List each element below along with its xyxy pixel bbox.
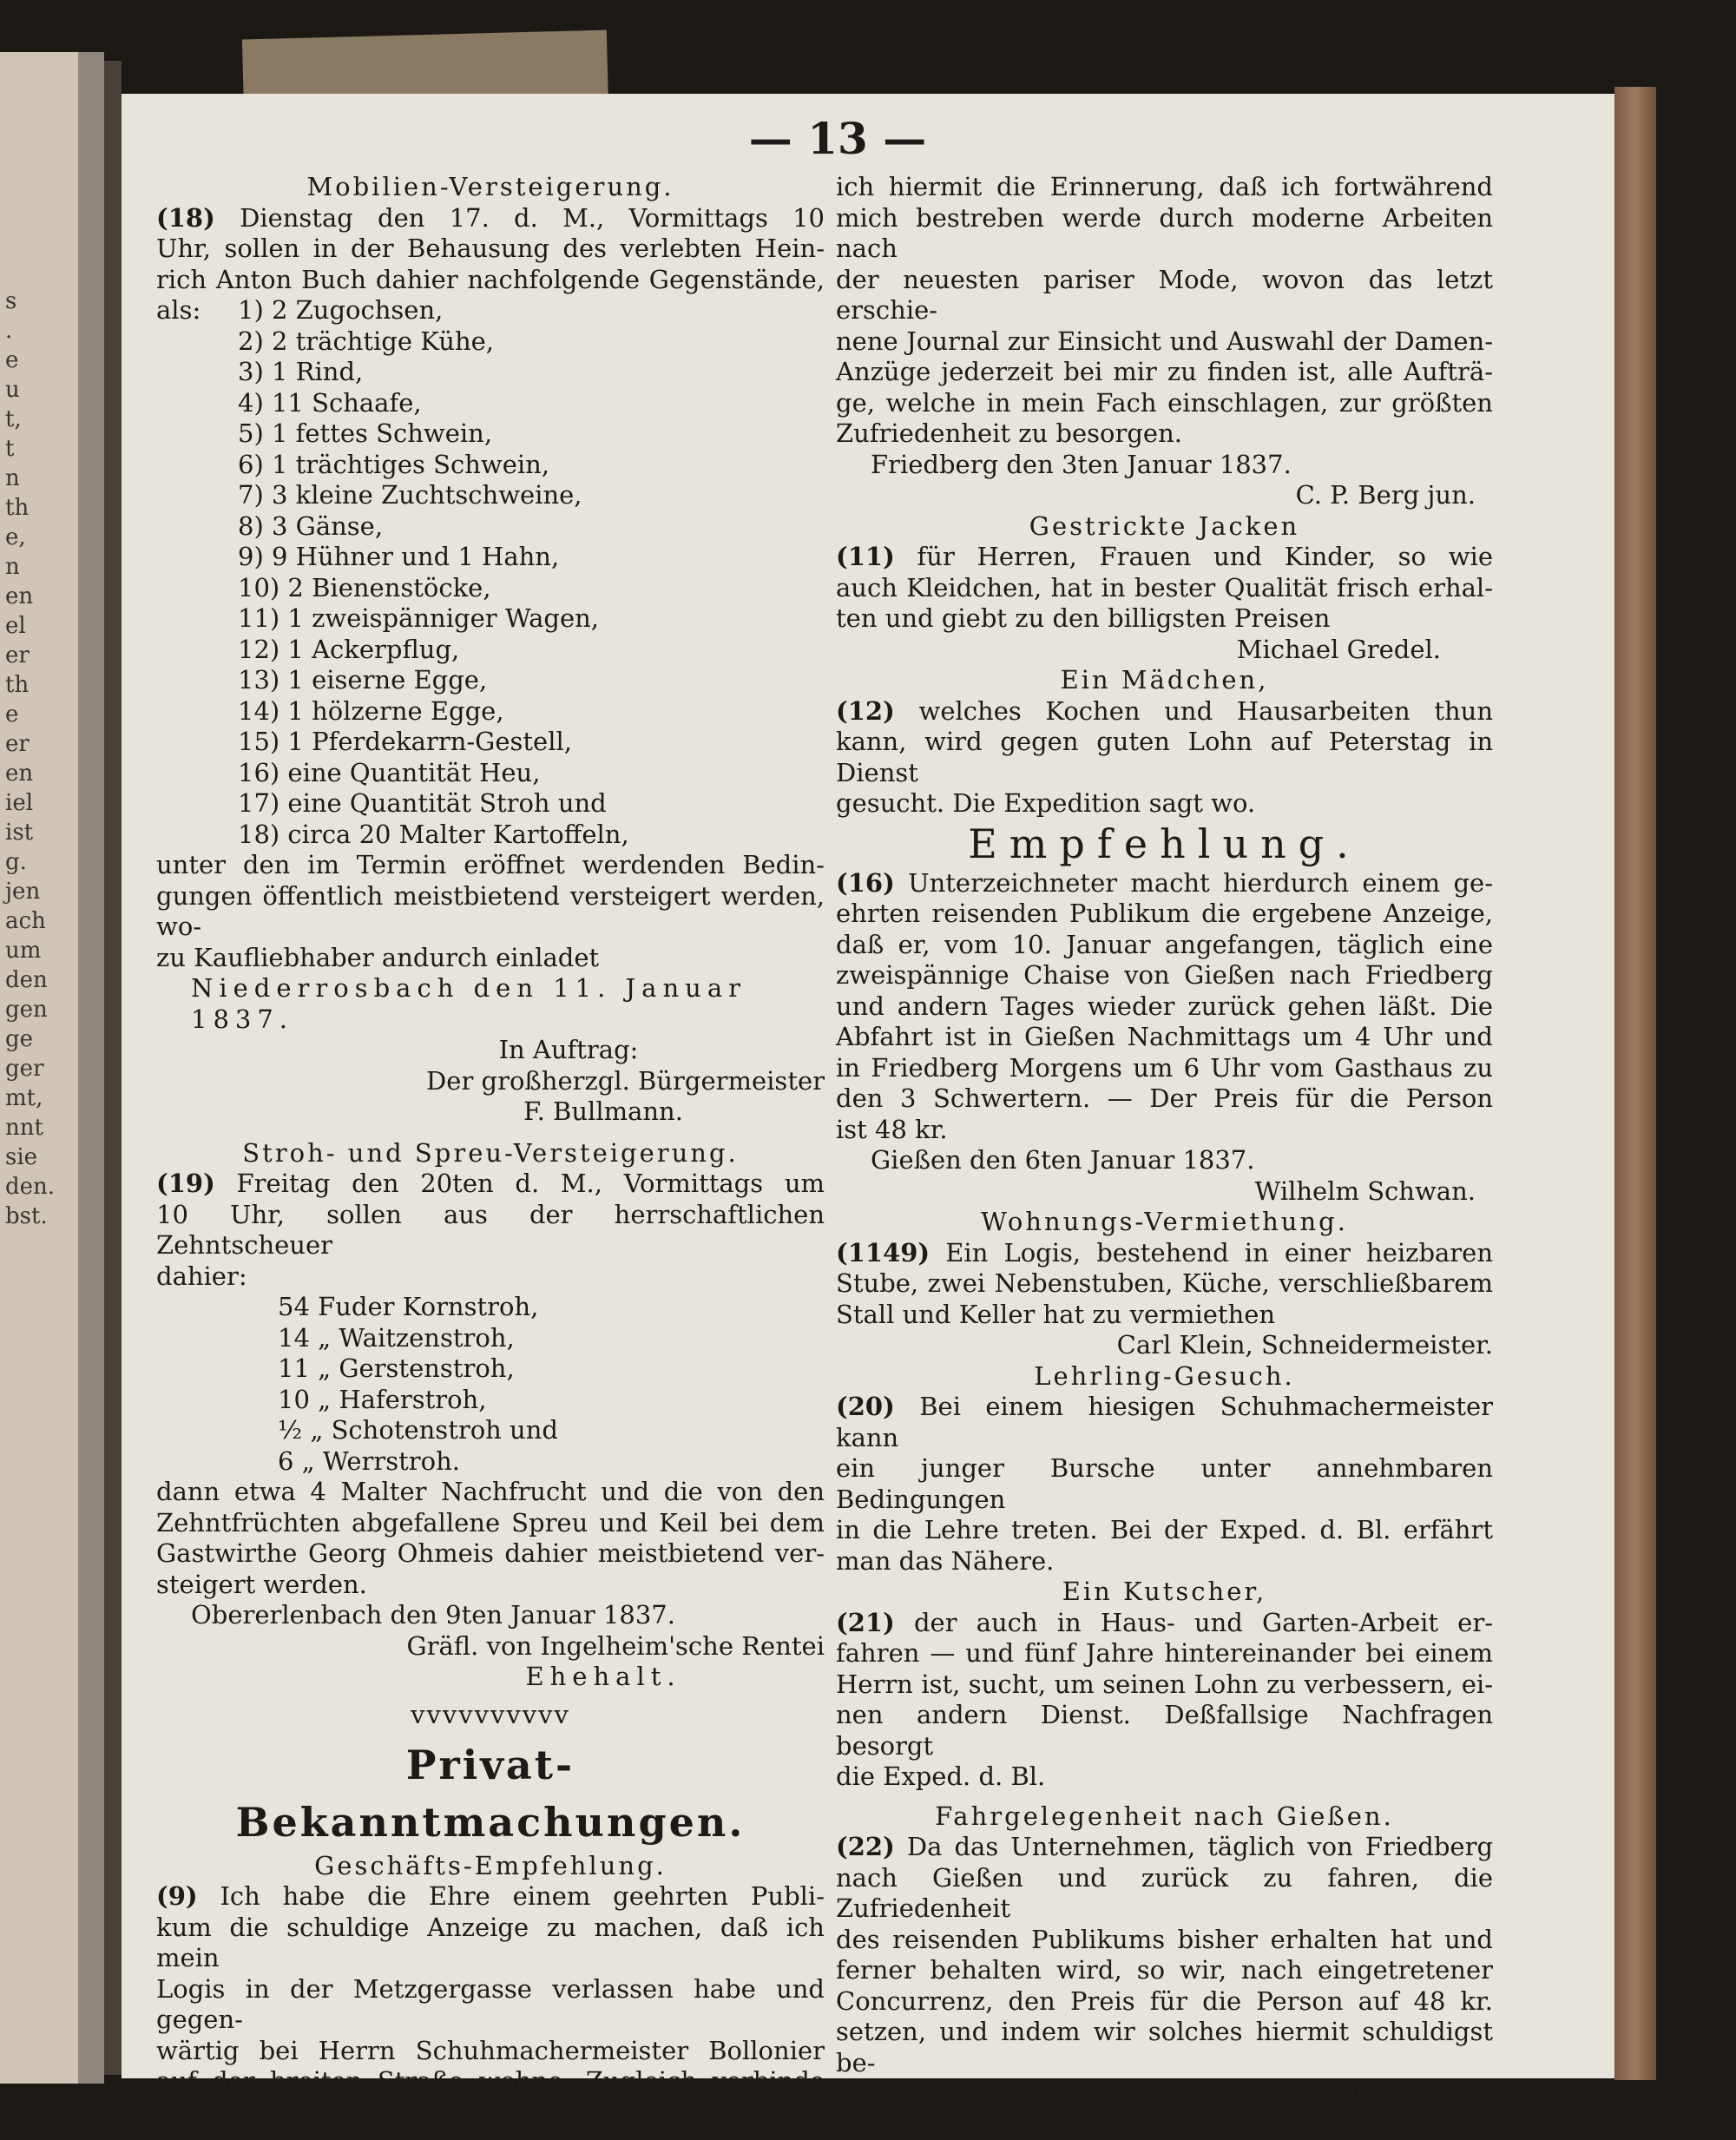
notice-line bbox=[836, 542, 1493, 573]
notice-line: rich Anton Buch dahier nachfolgende Gegenstände, bbox=[156, 265, 825, 296]
notice-line: steigert werden. bbox=[156, 1570, 825, 1601]
signature: Wilhelm Schwan. bbox=[836, 1176, 1493, 1208]
notice-line: fahren — und fünf Jahre hintereinander bei einem bbox=[836, 1638, 1493, 1669]
notice-line bbox=[836, 1238, 1493, 1269]
notice-line: die Exped. d. Bl. bbox=[836, 1761, 1493, 1793]
notice-line: der neuesten pariser Mode, wovon das letzt erschie- bbox=[836, 265, 1493, 326]
notice-heading: Empfehlung. bbox=[836, 820, 1493, 868]
list-item: 3) 1 Rind, bbox=[238, 357, 629, 388]
notice-line bbox=[836, 1392, 1493, 1453]
edge-fragment: jen bbox=[5, 877, 57, 906]
notice-lehrling-gesuch bbox=[836, 1361, 1493, 1577]
notice-line bbox=[836, 868, 1493, 899]
notice-line: daß er, vom 10. Januar angefangen, täglich eine bbox=[836, 930, 1493, 961]
edge-fragment: e bbox=[5, 346, 57, 375]
edge-fragment: en bbox=[5, 759, 57, 788]
notice-line: Zehntfrüchten abgefallene Spreu und Keil bei dem bbox=[156, 1508, 825, 1539]
edge-fragment: u bbox=[5, 375, 57, 405]
list-item: 14 „ Waitzenstroh, bbox=[278, 1323, 825, 1354]
notice-number: (20) bbox=[836, 1392, 895, 1421]
edge-fragment: e, bbox=[5, 523, 57, 552]
notice-text: Bei einem hiesigen Schuhmachermeister kann bbox=[836, 1392, 1493, 1452]
list-item: 18) circa 20 Malter Kartoffeln, bbox=[238, 820, 629, 851]
edge-fragment: n bbox=[5, 464, 57, 493]
dahier-label: dahier: bbox=[156, 1261, 825, 1293]
edge-fragment: . bbox=[5, 316, 57, 346]
notice-line: nene Journal zur Einsicht und Auswahl der Damen- bbox=[836, 326, 1493, 358]
notice-line: ten und giebt zu den billigsten Preisen bbox=[836, 603, 1493, 635]
edge-fragment: ger bbox=[5, 1054, 57, 1083]
list-item: 2) 2 trächtige Kühe, bbox=[238, 326, 629, 358]
notice-text: Dienstag den 17. d. M., Vormittags 10 bbox=[240, 203, 825, 233]
list-item: 15) 1 Pferdekarrn-Gestell, bbox=[238, 727, 629, 758]
list-item: 10 „ Haferstroh, bbox=[278, 1385, 825, 1416]
notice-number: (21) bbox=[836, 1608, 895, 1637]
notice-number: (1149) bbox=[836, 1238, 930, 1268]
notice-ein-maedchen bbox=[836, 665, 1493, 820]
notice-number: (16) bbox=[836, 868, 895, 898]
notice-line: Concurrenz, den Preis für die Person auf 48 kr. bbox=[836, 1986, 1493, 2018]
notice-line: des reisenden Publikums bisher erhalten hat und bbox=[836, 1925, 1493, 1956]
notice-heading: Mobilien-Versteigerung. bbox=[156, 172, 825, 203]
notice-number: (11) bbox=[836, 542, 895, 571]
notice-heading: Fahrgelegenheit nach Gießen. bbox=[836, 1801, 1493, 1833]
section-heading-privat: Privat-Bekanntmachungen. bbox=[156, 1736, 825, 1851]
notice-fahrgelegenheit bbox=[836, 1801, 1493, 2140]
list-item: 10) 2 Bienenstöcke, bbox=[238, 573, 629, 604]
notice-heading: Geschäfts-Empfehlung. bbox=[156, 1851, 825, 1882]
notice-line bbox=[836, 1608, 1493, 1639]
notice-line: auf der breiten Straße wohne. Zugleich verbinde bbox=[156, 2066, 825, 2097]
list-item: 6 „ Werrstroh. bbox=[278, 1446, 825, 1478]
list-item: 8) 3 Gänse, bbox=[238, 511, 629, 543]
notice-line: kann, wird gegen guten Lohn auf Peterstag in Dienst bbox=[836, 727, 1493, 788]
notice-line: Herrn ist, sucht, um seinen Lohn zu verbessern, ei- bbox=[836, 1669, 1493, 1701]
list-item: 6) 1 trächtiges Schwein, bbox=[238, 450, 629, 481]
notice-line: Gastwirthe Georg Ohmeis dahier meistbietend ver- bbox=[156, 1538, 825, 1570]
signature: F. Bullmann. bbox=[156, 1096, 825, 1128]
notice-number: (12) bbox=[836, 696, 895, 726]
notice-ein-kutscher bbox=[836, 1577, 1493, 1793]
left-page-fold bbox=[78, 52, 104, 2084]
list-item: 11 „ Gerstenstroh, bbox=[278, 1353, 825, 1385]
notice-line: gesucht. Die Expedition sagt wo. bbox=[836, 788, 1493, 820]
left-column bbox=[156, 172, 825, 2097]
notice-heading: Stroh- und Spreu-Versteigerung. bbox=[156, 1138, 825, 1169]
office-title: Gräfl. von Ingelheim'sche Rentei bbox=[156, 1631, 825, 1663]
right-column bbox=[836, 172, 1493, 2140]
edge-fragment: el bbox=[5, 611, 57, 641]
als-label: als: bbox=[156, 295, 238, 850]
auftrag-label: In Auftrag: bbox=[156, 1035, 825, 1066]
list-item: ½ „ Schotenstroh und bbox=[278, 1415, 825, 1446]
notice-line: mich bestreben werde durch moderne Arbeiten nach bbox=[836, 203, 1493, 265]
notice-line: ist 48 kr. bbox=[836, 1115, 1493, 1146]
notice-text: der auch in Haus- und Garten-Arbeit er- bbox=[914, 1608, 1493, 1637]
notice-number: (9) bbox=[156, 1881, 198, 1911]
notice-mobilien-versteigerung bbox=[156, 172, 825, 1128]
notice-number: (18) bbox=[156, 203, 215, 233]
edge-fragment: s bbox=[5, 286, 57, 316]
list-item: 54 Fuder Kornstroh, bbox=[278, 1292, 825, 1323]
notice-line: setzen, und indem wir solches hiermit schuldigst be- bbox=[836, 2017, 1493, 2078]
notice-text: Da das Unternehmen, täglich von Friedberg bbox=[907, 1832, 1493, 1861]
notice-line bbox=[836, 1832, 1493, 1863]
list-item: 13) 1 eiserne Egge, bbox=[238, 665, 629, 696]
notice-line: kannt machen, unsere geehrten Freunde hier und in bbox=[836, 2078, 1493, 2140]
list-item: 1) 2 Zugochsen, bbox=[238, 295, 629, 326]
office-title: Der großherzgl. Bürgermeister bbox=[156, 1066, 825, 1097]
notice-line: zu Kaufliebhaber andurch einladet bbox=[156, 943, 825, 974]
item-list-block bbox=[156, 295, 825, 850]
signature: Carl Klein, Schneidermeister. bbox=[836, 1330, 1493, 1361]
notice-heading: Lehrling-Gesuch. bbox=[836, 1361, 1493, 1393]
list-item: 17) eine Quantität Stroh und bbox=[238, 788, 629, 820]
notice-line: man das Nähere. bbox=[836, 1546, 1493, 1577]
notice-heading: Ein Kutscher, bbox=[836, 1577, 1493, 1608]
notice-line: Stube, zwei Nebenstuben, Küche, verschließbarem bbox=[836, 1268, 1493, 1300]
edge-fragment: mt, bbox=[5, 1083, 57, 1113]
notice-line: nach Gießen und zurück zu fahren, die Zufriedenheit bbox=[836, 1863, 1493, 1925]
edge-fragment: t, bbox=[5, 405, 57, 434]
place-date: Friedberg den 3ten Januar 1837. bbox=[836, 450, 1493, 481]
notice-line: Stall und Keller hat zu vermiethen bbox=[836, 1300, 1493, 1331]
edge-fragment: en bbox=[5, 582, 57, 611]
list-item: 11) 1 zweispänniger Wagen, bbox=[238, 603, 629, 635]
notice-continuation bbox=[836, 172, 1493, 511]
edge-fragment: nnt bbox=[5, 1113, 57, 1142]
list-item: 14) 1 hölzerne Egge, bbox=[238, 696, 629, 728]
notice-text: Freitag den 20ten d. M., Vormittags um bbox=[237, 1169, 825, 1198]
notice-line: auch Kleidchen, hat in bester Qualität frisch erhal- bbox=[836, 573, 1493, 604]
edge-fragment: n bbox=[5, 552, 57, 582]
left-page-fragment bbox=[0, 52, 104, 2084]
edge-fragment: g. bbox=[5, 847, 57, 877]
edge-fragment: ist bbox=[5, 818, 57, 847]
signature: C. P. Berg jun. bbox=[836, 480, 1493, 511]
page-number: — 13 — bbox=[729, 113, 946, 164]
edge-fragment: ge bbox=[5, 1024, 57, 1054]
notice-line: in Friedberg Morgens um 6 Uhr vom Gasthaus zu bbox=[836, 1053, 1493, 1084]
notice-stroh-versteigerung bbox=[156, 1138, 825, 1693]
notice-line: ein junger Bursche unter annehmbaren Bedingungen bbox=[836, 1453, 1493, 1515]
notice-line: Zufriedenheit zu besorgen. bbox=[836, 418, 1493, 450]
notice-line: kum die schuldige Anzeige zu machen, daß ich mein bbox=[156, 1913, 825, 1974]
edge-fragment: iel bbox=[5, 788, 57, 818]
page-edge bbox=[1614, 87, 1656, 2080]
place-date: Obererlenbach den 9ten Januar 1837. bbox=[156, 1600, 825, 1631]
edge-fragment: gen bbox=[5, 995, 57, 1024]
edge-fragment: um bbox=[5, 936, 57, 965]
notice-line: zweispännige Chaise von Gießen nach Friedberg bbox=[836, 960, 1493, 991]
notice-line: Logis in der Metzgergasse verlassen habe und gegen- bbox=[156, 1974, 825, 2036]
notice-line: den 3 Schwertern. — Der Preis für die Person bbox=[836, 1083, 1493, 1115]
notice-line bbox=[156, 1169, 825, 1200]
edge-fragment: er bbox=[5, 641, 57, 670]
edge-fragment: th bbox=[5, 493, 57, 523]
list-item: 16) eine Quantität Heu, bbox=[238, 758, 629, 789]
place-date: Niederrosbach den 11. Januar 1837. bbox=[156, 973, 825, 1035]
ornament-divider: vvvvvvvvvv bbox=[156, 1693, 825, 1736]
notice-line bbox=[156, 1881, 825, 1913]
edge-fragment: bst. bbox=[5, 1202, 57, 1231]
notice-line: ehrten reisenden Publikum die ergebene Anzeige, bbox=[836, 899, 1493, 930]
notice-line: gungen öffentlich meistbietend versteigert werden, wo- bbox=[156, 881, 825, 943]
notice-number: (22) bbox=[836, 1832, 895, 1861]
notice-line: Uhr, sollen in der Behausung des verlebten Hein- bbox=[156, 234, 825, 265]
notice-line bbox=[156, 203, 825, 234]
edge-fragment: den. bbox=[5, 1172, 57, 1202]
list-item: 12) 1 Ackerpflug, bbox=[238, 635, 629, 666]
notice-empfehlung bbox=[836, 820, 1493, 1208]
notice-heading: Wohnungs-Vermiethung. bbox=[836, 1207, 1493, 1238]
signature: Michael Gredel. bbox=[836, 635, 1493, 666]
notice-line: nen andern Dienst. Deßfallsige Nachfragen besorgt bbox=[836, 1700, 1493, 1761]
notice-line: 10 Uhr, sollen aus der herrschaftlichen Zehntscheuer bbox=[156, 1200, 825, 1261]
item-list bbox=[156, 1292, 825, 1477]
notice-number: (19) bbox=[156, 1169, 215, 1198]
notice-text: welches Kochen und Hausarbeiten thun bbox=[919, 696, 1494, 726]
edge-fragment: th bbox=[5, 670, 57, 700]
notice-text: Ich habe die Ehre einem geehrten Publi- bbox=[220, 1881, 825, 1911]
edge-fragment: e bbox=[5, 700, 57, 729]
left-page-edge-text bbox=[5, 286, 57, 1231]
notice-geschaefts-empfehlung bbox=[156, 1851, 825, 2097]
notice-line: ferner behalten wird, so wir, nach eingetretener bbox=[836, 1955, 1493, 1986]
notice-line: ich hiermit die Erinnerung, daß ich fortwährend bbox=[836, 172, 1493, 203]
notice-text: Unterzeichneter macht hierdurch einem ge- bbox=[908, 868, 1493, 898]
list-item: 9) 9 Hühner und 1 Hahn, bbox=[238, 542, 629, 573]
notice-line: dann etwa 4 Malter Nachfrucht und die von den bbox=[156, 1477, 825, 1508]
edge-fragment: ach bbox=[5, 906, 57, 936]
list-item: 7) 3 kleine Zuchtschweine, bbox=[238, 480, 629, 511]
notice-line: und andern Tages wieder zurück gehen läßt. Die bbox=[836, 991, 1493, 1023]
book-spine bbox=[104, 61, 122, 2075]
list-item: 5) 1 fettes Schwein, bbox=[238, 418, 629, 450]
place-date: Gießen den 6ten Januar 1837. bbox=[836, 1145, 1493, 1176]
edge-fragment: den bbox=[5, 965, 57, 995]
notice-line: Abfahrt ist in Gießen Nachmittags um 4 Uhr und bbox=[836, 1022, 1493, 1053]
edge-fragment: er bbox=[5, 729, 57, 759]
notice-line: in die Lehre treten. Bei der Exped. d. Bl. erfährt bbox=[836, 1515, 1493, 1546]
notice-line bbox=[836, 696, 1493, 728]
notice-line: unter den im Termin eröffnet werdenden Bedin- bbox=[156, 850, 825, 881]
notice-heading: Ein Mädchen, bbox=[836, 665, 1493, 696]
notice-gestrickte-jacken bbox=[836, 511, 1493, 666]
edge-fragment: t bbox=[5, 434, 57, 464]
item-list bbox=[238, 295, 629, 850]
notice-line: wärtig bei Herrn Schuhmachermeister Bollonier bbox=[156, 2036, 825, 2067]
signature: Ehehalt. bbox=[156, 1662, 825, 1693]
notice-line: ge, welche in mein Fach einschlagen, zur größten bbox=[836, 388, 1493, 419]
edge-fragment: sie bbox=[5, 1142, 57, 1172]
notice-text: Ein Logis, bestehend in einer heizbaren bbox=[945, 1238, 1493, 1268]
notice-text: für Herren, Frauen und Kinder, so wie bbox=[917, 542, 1493, 571]
list-item: 4) 11 Schaafe, bbox=[238, 388, 629, 419]
notice-heading: Gestrickte Jacken bbox=[836, 511, 1493, 543]
notice-line: Anzüge jederzeit bei mir zu finden ist, alle Aufträ- bbox=[836, 357, 1493, 388]
notice-wohnungs-vermiethung bbox=[836, 1207, 1493, 1361]
